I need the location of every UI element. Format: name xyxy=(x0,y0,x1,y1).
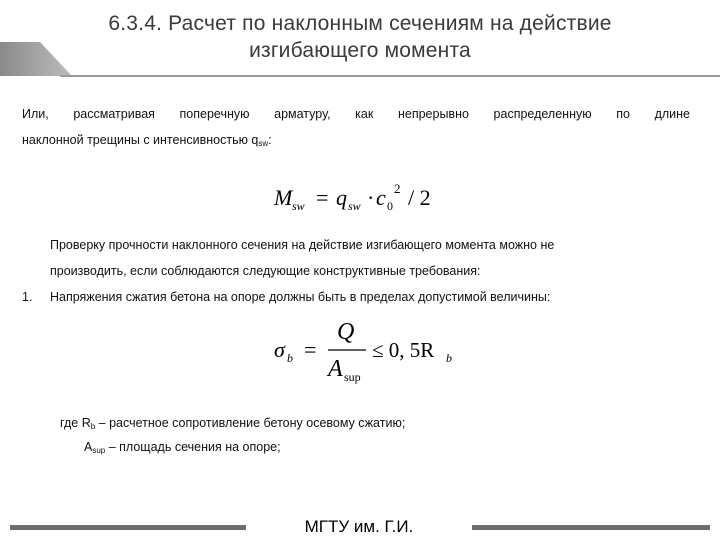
intro-qsw-subscript: sw xyxy=(258,139,269,148)
footer-institution: МГТУ им. Г.И. xyxy=(304,517,414,536)
header-corner-shape xyxy=(0,42,72,76)
formula2-denominator: A xyxy=(328,356,343,382)
slide-title xyxy=(70,10,650,64)
formula1-q-sub: sw xyxy=(348,199,361,213)
formula-stress xyxy=(270,315,460,387)
title-line-2: изгибающего момента xyxy=(249,39,471,62)
formula1-c: c xyxy=(376,185,386,210)
formula2-sigma: σ xyxy=(274,337,285,362)
formula2-rhs-sub: b xyxy=(446,351,452,365)
formula1-c-sup: 2 xyxy=(394,181,401,196)
formula1-c-sub: 0 xyxy=(387,199,393,213)
formula-moment xyxy=(270,180,470,214)
formula1-tail: / 2 xyxy=(408,185,431,210)
formula1-eq: = xyxy=(316,185,329,210)
definition-asup-sub: sup xyxy=(92,446,106,455)
intro-line-1: Или, рассматривая поперечную арматуру, как непрерывно распределенную по длине xyxy=(22,107,690,121)
formula1-dot: · xyxy=(367,185,375,210)
item-1-text: Напряжения сжатия бетона на опоре должны быть в пределах допустимой величины: xyxy=(50,290,551,304)
check-line-2: производить, если соблюдаются следующие конструктивные требования: xyxy=(50,264,481,278)
definition-rb-sub: b xyxy=(90,422,96,431)
definition-asup-prefix: A xyxy=(84,440,93,454)
title-line-1: 6.3.4. Расчет по наклонным сечениям на действие xyxy=(108,12,612,35)
check-line-1: Проверку прочности наклонного сечения на действие изгибающего момента можно не xyxy=(50,238,555,252)
footer-bar-left xyxy=(10,525,246,530)
header-rule xyxy=(60,75,720,77)
formula1-m: M xyxy=(274,185,293,210)
definition-rb-text: – расчетное сопротивление бетону осевому сжатию; xyxy=(95,416,406,430)
intro-line-2-prefix: наклонной трещины с интенсивностью q xyxy=(22,133,259,147)
formula1-m-sub: sw xyxy=(292,199,305,213)
formula2-numerator: Q xyxy=(337,319,355,345)
definition-rb xyxy=(60,416,405,431)
intro-line-2-suffix: : xyxy=(268,133,272,147)
footer-bar-right xyxy=(472,525,710,530)
definition-rb-prefix: где R xyxy=(60,416,91,430)
formula2-rhs: ≤ 0, 5R xyxy=(372,338,435,362)
formula2-denominator-sub: sup xyxy=(344,370,361,384)
formula2-sigma-sub: b xyxy=(287,351,293,365)
formula2-eq: = xyxy=(304,337,317,362)
intro-line-2 xyxy=(22,133,272,148)
item-1-number: 1. xyxy=(22,290,33,304)
definition-asup xyxy=(84,440,281,455)
definition-asup-text: – площадь сечения на опоре; xyxy=(105,440,281,454)
formula1-q: q xyxy=(336,185,347,210)
